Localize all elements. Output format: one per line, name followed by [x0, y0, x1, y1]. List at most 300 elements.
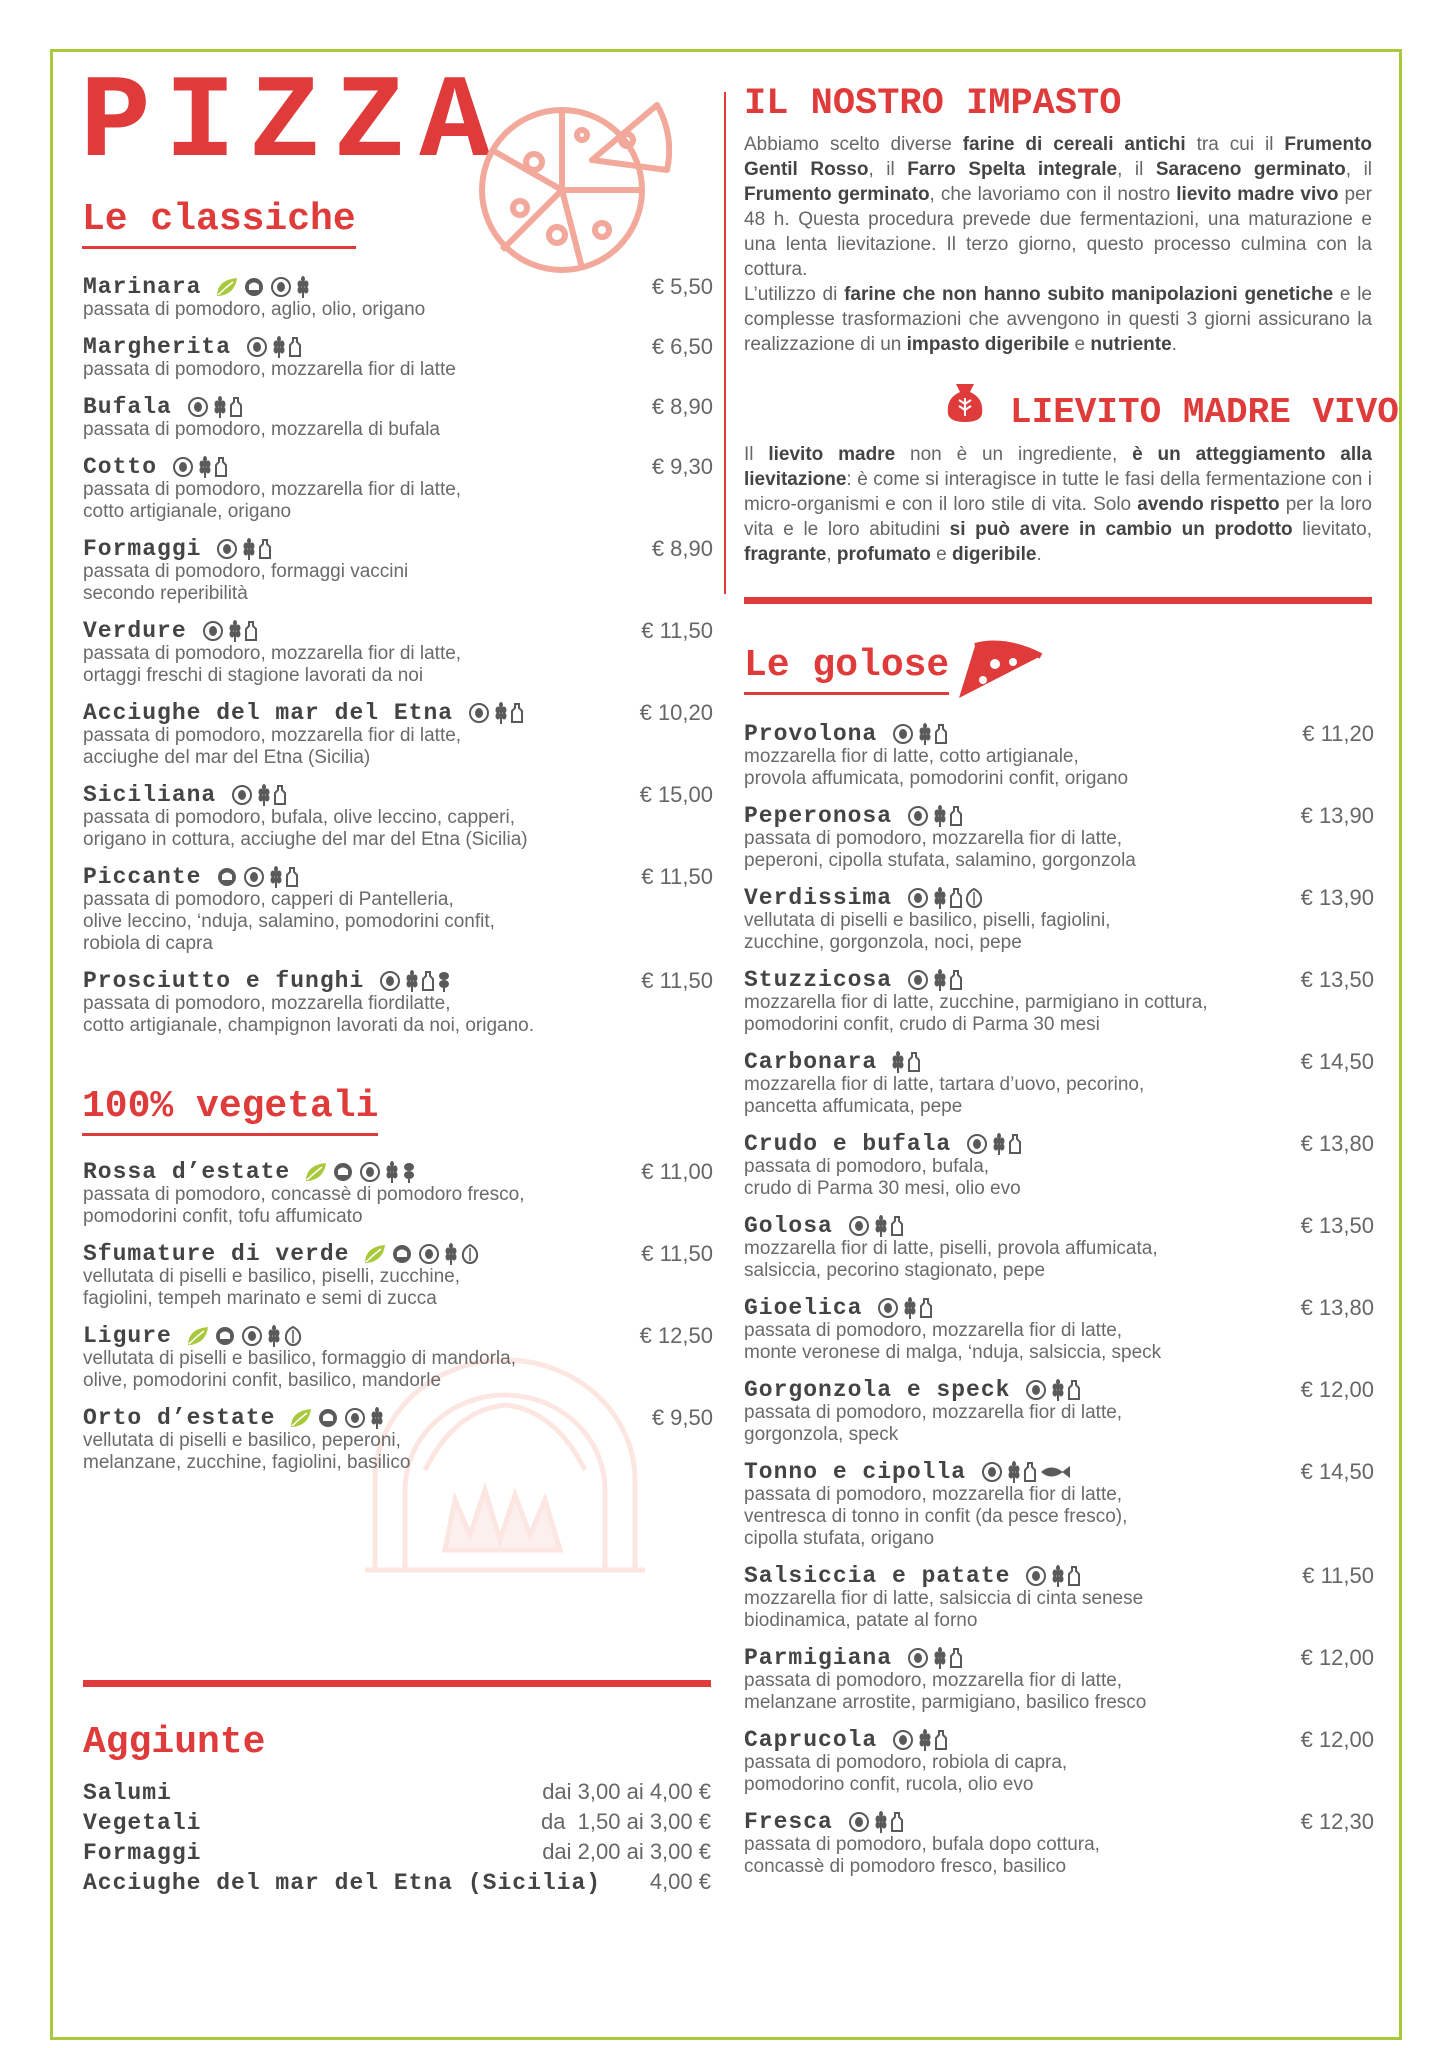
milk-icon: [1024, 1459, 1036, 1485]
vegan-icon: [331, 1159, 355, 1185]
text-run: lievitato,: [1292, 519, 1372, 540]
menu-item-price: € 11,00: [641, 1159, 713, 1184]
menu-item-description: cipolla stufata, origano: [744, 1528, 935, 1550]
column-divider: [724, 92, 726, 594]
bold-phrase: impasto digeribile: [906, 334, 1070, 355]
wheat-icon: [874, 1809, 888, 1835]
menu-item-description: melanzane, zucchine, fagiolini, basilico: [83, 1452, 411, 1474]
menu-item-icons: [1024, 1564, 1083, 1588]
menu-item-price: € 9,50: [651, 1405, 713, 1430]
menu-item-price: € 13,50: [1300, 1213, 1374, 1238]
menu-item: [83, 275, 713, 321]
text-run: per la loro vita e le loro abitudini: [744, 494, 1372, 540]
no-meat-icon: [245, 334, 269, 360]
menu-item: [83, 1406, 713, 1474]
menu-item-name: [744, 1460, 1374, 1484]
menu-item-name-text: Provolona: [744, 721, 878, 748]
menu-item-description: cotto artigianale, champignon lavorati da noi, origano.: [83, 1015, 535, 1037]
menu-item: [744, 1810, 1374, 1878]
menu-item-icons: [304, 1160, 419, 1184]
menu-item-icons: [215, 275, 313, 299]
menu-item-icons: [186, 1324, 305, 1348]
menu-item-description: origano in cottura, acciughe del mar del Etna (Sicilia): [83, 829, 528, 851]
menu-item-price: € 12,00: [1300, 1645, 1374, 1670]
wheat-icon: [385, 1159, 399, 1185]
menu-item-icons: [847, 1214, 906, 1238]
text-run: non è un ingrediente,: [895, 444, 1133, 465]
menu-item-name: [83, 1242, 713, 1266]
menu-item-price: € 11,50: [1302, 1563, 1374, 1588]
menu-item-description: mozzarella fior di latte, tartara d’uovo, pecorino,: [744, 1074, 1145, 1096]
menu-item-price: € 10,20: [639, 700, 713, 725]
menu-item-price: € 13,90: [1300, 803, 1374, 828]
wheat-icon: [269, 864, 283, 890]
menu-item-description: pomodorino confit, rucola, olio evo: [744, 1774, 1034, 1796]
bold-phrase: si può avere in cambio un prodotto: [949, 519, 1293, 540]
menu-item-name-text: Verdure: [83, 618, 187, 645]
wheat-icon: [198, 454, 212, 480]
menu-item-description: biodinamica, patate al forno: [744, 1610, 978, 1632]
milk-icon: [511, 700, 523, 726]
menu-item-description: passata di pomodoro, mozzarella fiordilatte,: [83, 993, 451, 1015]
text-run: e le complesse trasformazioni che avvengono in questi 3 giorni assicurano la realizzazione di un: [744, 284, 1372, 355]
milk-icon: [950, 885, 962, 911]
page-title: PIZZA: [80, 58, 505, 191]
menu-item-price: € 8,90: [651, 394, 713, 419]
menu-item: [744, 1564, 1374, 1632]
menu-item-name-text: Fresca: [744, 1809, 833, 1836]
bold-phrase: Saraceno germinato: [1155, 159, 1346, 180]
menu-item-icons: [230, 783, 289, 807]
menu-item-icons: [906, 886, 986, 910]
wheat-icon: [228, 618, 242, 644]
menu-item: [83, 537, 713, 605]
menu-item-name: [744, 1296, 1374, 1320]
vegan-icon: [316, 1405, 340, 1431]
impasto-paragraph-1: [744, 132, 1372, 282]
leaf-icon: [289, 1405, 313, 1431]
leaf-icon: [215, 274, 239, 300]
text-run: .: [1036, 544, 1042, 565]
menu-item-description: passata di pomodoro, mozzarella fior di latte,: [744, 1484, 1123, 1506]
menu-item-name-text: Tonno e cipolla: [744, 1459, 967, 1486]
menu-item: [83, 619, 713, 687]
no-meat-icon: [240, 1323, 264, 1349]
milk-icon: [891, 1809, 903, 1835]
menu-item-name-text: Carbonara: [744, 1049, 878, 1076]
menu-item-name: [83, 783, 713, 807]
menu-item-icons: [1024, 1378, 1083, 1402]
text-run: Il: [744, 444, 769, 465]
menu-item-description: passata di pomodoro, capperi di Pantelleria,: [83, 889, 454, 911]
wheat-icon: [933, 803, 947, 829]
leaf-icon: [186, 1323, 210, 1349]
text-run: L’utilizzo di: [744, 284, 845, 305]
menu-item-name-text: Salsiccia e patate: [744, 1563, 1011, 1590]
menu-item-price: € 11,20: [1302, 721, 1374, 746]
menu-item-name-text: Sfumature di verde: [83, 1241, 350, 1268]
menu-item-description: provola affumicata, pomodorini confit, origano: [744, 768, 1129, 790]
menu-item-price: € 12,00: [1300, 1377, 1374, 1402]
wheat-icon: [1051, 1377, 1065, 1403]
addition-price: 4,00 €: [649, 1869, 711, 1894]
menu-item-name: [83, 335, 713, 359]
menu-item-description: passata di pomodoro, formaggi vaccini: [83, 561, 409, 583]
menu-item-name: [83, 455, 713, 479]
bold-phrase: lievito madre: [768, 444, 896, 465]
menu-item-name: [744, 1378, 1374, 1402]
addition-name: Acciughe del mar del Etna (Sicilia): [83, 1870, 602, 1896]
menu-item-description: vellutata di piselli e basilico, peperoni,: [83, 1430, 401, 1452]
addition-row: [83, 1837, 711, 1868]
menu-item: [83, 1324, 713, 1392]
no-meat-icon: [343, 1405, 367, 1431]
menu-item-description: olive leccino, ‘nduja, salamino, pomodorini confit,: [83, 911, 495, 933]
menu-item-name: [744, 1050, 1374, 1074]
wheat-icon: [933, 967, 947, 993]
section-title-classiche: Le classiche: [82, 201, 356, 249]
no-meat-icon: [467, 700, 491, 726]
wheat-icon: [874, 1213, 888, 1239]
menu-item-name: [83, 969, 713, 993]
menu-item-name-text: Acciughe del mar del Etna: [83, 700, 454, 727]
menu-item: [83, 1160, 713, 1228]
wheat-icon: [1007, 1459, 1021, 1485]
milk-icon: [950, 967, 962, 993]
menu-item: [744, 1296, 1374, 1364]
menu-item-icons: [847, 1810, 906, 1834]
milk-icon: [289, 334, 301, 360]
menu-item-description: passata di pomodoro, mozzarella di bufala: [83, 419, 440, 441]
menu-item-description: passata di pomodoro, mozzarella fior di latte: [83, 359, 456, 381]
wheat-icon: [891, 1049, 905, 1075]
menu-item: [744, 1050, 1374, 1118]
no-meat-icon: [269, 274, 293, 300]
milk-icon: [1068, 1563, 1080, 1589]
bold-phrase: Farro Spelta integrale: [907, 159, 1118, 180]
menu-item: [744, 1214, 1374, 1282]
wheat-icon: [267, 1323, 281, 1349]
menu-item-name-text: Siciliana: [83, 782, 217, 809]
milk-icon: [935, 721, 947, 747]
menu-item-description: passata di pomodoro, mozzarella fior di latte,: [744, 1402, 1123, 1424]
vegan-icon: [390, 1241, 414, 1267]
menu-item: [83, 395, 713, 441]
menu-item-name-text: Parmigiana: [744, 1645, 893, 1672]
menu-item-description: passata di pomodoro, bufala,: [744, 1156, 990, 1178]
menu-item-icons: [876, 1296, 935, 1320]
menu-item-name: [744, 1132, 1374, 1156]
menu-item-description: passata di pomodoro, mozzarella fior di latte,: [744, 828, 1123, 850]
menu-item-description: vellutata di piselli e basilico, piselli, fagiolini,: [744, 910, 1111, 932]
menu-item-name-text: Crudo e bufala: [744, 1131, 952, 1158]
menu-item-name-text: Bufala: [83, 394, 172, 421]
menu-item: [83, 701, 713, 769]
menu-item-icons: [215, 865, 301, 889]
wheat-icon: [1051, 1563, 1065, 1589]
menu-item-icons: [965, 1132, 1024, 1156]
bold-phrase: Frumento Gentil Rosso: [744, 134, 1372, 180]
menu-item-price: € 12,30: [1300, 1809, 1374, 1834]
addition-price: dai 2,00 ai 3,00 €: [542, 1839, 711, 1864]
menu-item-icons: [906, 968, 965, 992]
menu-item-name-text: Cotto: [83, 454, 158, 481]
milk-icon: [286, 864, 298, 890]
menu-item-name-text: Peperonosa: [744, 803, 893, 830]
addition-row: [83, 1777, 711, 1808]
menu-item-description: concassè di pomodoro fresco, basilico: [744, 1856, 1067, 1878]
menu-item-icons: [891, 1050, 923, 1074]
menu-item-icons: [215, 537, 274, 561]
text-run: : è come si interagisce in tutte le fasi della fermentazione con i micro-organismi e con il loro stile di vita. Solo: [744, 469, 1372, 515]
menu-item-name: [744, 1728, 1374, 1752]
menu-item-description: passata di pomodoro, bufala, olive leccino, capperi,: [83, 807, 515, 829]
menu-item-price: € 14,50: [1300, 1049, 1374, 1074]
no-meat-icon: [378, 968, 402, 994]
menu-item-name: [744, 1646, 1374, 1670]
bold-phrase: farine che non hanno subito manipolazioni genetiche: [844, 284, 1334, 305]
text-run: ,: [826, 544, 837, 565]
divider-left: [83, 1680, 711, 1687]
menu-item-name: [744, 968, 1374, 992]
menu-item-price: € 11,50: [641, 864, 713, 889]
wheat-icon: [933, 885, 947, 911]
leaf-icon: [304, 1159, 328, 1185]
menu-item-name: [83, 395, 713, 419]
menu-item-description: cotto artigianale, origano: [83, 501, 292, 523]
menu-item-icons: [980, 1460, 1074, 1484]
menu-item-description: passata di pomodoro, mozzarella fior di latte,: [83, 479, 462, 501]
bold-phrase: fragrante: [744, 544, 827, 565]
addition-name: Salumi: [83, 1780, 172, 1806]
milk-icon: [1068, 1377, 1080, 1403]
milk-icon: [274, 782, 286, 808]
menu-item-icons: [289, 1406, 387, 1430]
no-meat-icon: [906, 803, 930, 829]
menu-item-icons: [906, 1646, 965, 1670]
wheat-icon: [918, 1727, 932, 1753]
bold-phrase: nutriente: [1090, 334, 1172, 355]
menu-item-name: [744, 804, 1374, 828]
text-run: e: [930, 544, 952, 565]
impasto-title: IL NOSTRO IMPASTO: [744, 83, 1122, 125]
menu-item-name-text: Gioelica: [744, 1295, 863, 1322]
milk-icon: [920, 1295, 932, 1321]
menu-item-description: mozzarella fior di latte, zucchine, parmigiano in cottura,: [744, 992, 1208, 1014]
menu-item-description: passata di pomodoro, bufala dopo cottura,: [744, 1834, 1100, 1856]
soy-icon: [437, 968, 451, 994]
milk-icon: [245, 618, 257, 644]
wheat-icon: [903, 1295, 917, 1321]
menu-item-name-text: Formaggi: [83, 536, 202, 563]
menu-item-name: [83, 1406, 713, 1430]
menu-item: [744, 968, 1374, 1036]
wheat-icon: [405, 968, 419, 994]
section-title-aggiunte: Aggiunte: [83, 1721, 266, 1764]
menu-item-description: mozzarella fior di latte, salsiccia di cinta senese: [744, 1588, 1144, 1610]
menu-item-icons: [378, 969, 454, 993]
menu-item: [744, 886, 1374, 954]
text-run: , il: [1345, 159, 1373, 180]
no-meat-icon: [215, 536, 239, 562]
menu-item: [83, 865, 713, 955]
no-meat-icon: [847, 1809, 871, 1835]
menu-item-name-text: Caprucola: [744, 1727, 878, 1754]
menu-item-name: [744, 1810, 1374, 1834]
no-meat-icon: [891, 721, 915, 747]
text-run: e: [1069, 334, 1091, 355]
menu-item-description: salsiccia, pecorino stagionato, pepe: [744, 1260, 1046, 1282]
menu-item-icons: [891, 1728, 950, 1752]
milk-icon: [950, 1645, 962, 1671]
menu-item-description: passata di pomodoro, mozzarella fior di latte,: [83, 643, 462, 665]
menu-item-description: vellutata di piselli e basilico, piselli, zucchine,: [83, 1266, 461, 1288]
menu-item-price: € 11,50: [641, 618, 713, 643]
menu-item-description: passata di pomodoro, mozzarella fior di latte,: [744, 1320, 1123, 1342]
bold-phrase: avendo rispetto: [1137, 494, 1280, 515]
bold-phrase: lievito madre vivo: [1176, 184, 1339, 205]
section-title-golose: Le golose: [744, 647, 949, 695]
menu-item-price: € 8,90: [651, 536, 713, 561]
menu-item: [83, 783, 713, 851]
wheat-icon: [213, 394, 227, 420]
menu-item: [744, 1378, 1374, 1446]
addition-price: da 1,50 ai 3,00 €: [540, 1809, 711, 1834]
menu-item-price: € 13,80: [1300, 1131, 1374, 1156]
menu-item-price: € 15,00: [639, 782, 713, 807]
lievito-paragraph: [744, 442, 1372, 567]
menu-item-name-text: Golosa: [744, 1213, 833, 1240]
no-meat-icon: [201, 618, 225, 644]
menu-item-icons: [245, 335, 304, 359]
menu-item-price: € 5,50: [651, 274, 713, 299]
menu-item-name: [83, 701, 713, 725]
menu-item-icons: [171, 455, 230, 479]
menu-item-description: fagiolini, tempeh marinato e semi di zucca: [83, 1288, 437, 1310]
text-run: tra cui il: [1185, 134, 1285, 155]
impasto-paragraph-2: [744, 282, 1372, 357]
menu-item-description: passata di pomodoro, aglio, olio, origano: [83, 299, 426, 321]
menu-item-name: [83, 1160, 713, 1184]
addition-name: Formaggi: [83, 1840, 202, 1866]
menu-item-price: € 13,80: [1300, 1295, 1374, 1320]
no-meat-icon: [906, 967, 930, 993]
menu-item-name: [83, 865, 713, 889]
menu-item-description: gorgonzola, speck: [744, 1424, 899, 1446]
menu-item-name-text: Piccante: [83, 864, 202, 891]
menu-item-description: peperoni, cipolla stufata, salamino, gorgonzola: [744, 850, 1136, 872]
pizza-logo-icon: [462, 90, 672, 275]
menu-item-description: passata di pomodoro, concassè di pomodoro fresco,: [83, 1184, 525, 1206]
soy-icon: [402, 1159, 416, 1185]
wheat-icon: [370, 1405, 384, 1431]
menu-item: [83, 455, 713, 523]
vegan-icon: [213, 1323, 237, 1349]
wheat-icon: [272, 334, 286, 360]
bold-phrase: farine di cereali antichi: [962, 134, 1186, 155]
menu-item-name: [83, 275, 713, 299]
menu-item-name-text: Marinara: [83, 274, 202, 301]
milk-icon: [422, 968, 434, 994]
divider-right: [744, 597, 1372, 604]
no-meat-icon: [891, 1727, 915, 1753]
addition-name: Vegetali: [83, 1810, 202, 1836]
nut-icon: [965, 885, 983, 911]
menu-item-name-text: Gorgonzola e speck: [744, 1377, 1011, 1404]
menu-item: [744, 1460, 1374, 1550]
menu-item-icons: [467, 701, 526, 725]
flour-sack-icon: [944, 380, 986, 424]
wheat-icon: [296, 274, 310, 300]
menu-item-price: € 11,50: [641, 968, 713, 993]
bold-phrase: digeribile: [951, 544, 1037, 565]
no-meat-icon: [242, 864, 266, 890]
menu-item-price: € 11,50: [641, 1241, 713, 1266]
milk-icon: [230, 394, 242, 420]
addition-row: [83, 1807, 711, 1838]
bold-phrase: è un atteggiamento alla lievitazione: [744, 444, 1373, 490]
menu-item-icons: [891, 722, 950, 746]
vegan-icon: [242, 274, 266, 300]
no-meat-icon: [847, 1213, 871, 1239]
vegan-icon: [215, 864, 239, 890]
menu-item-description: passata di pomodoro, robiola di capra,: [744, 1752, 1068, 1774]
no-meat-icon: [980, 1459, 1004, 1485]
menu-item-name: [744, 886, 1374, 910]
milk-icon: [1009, 1131, 1021, 1157]
addition-price: dai 3,00 ai 4,00 €: [542, 1779, 711, 1804]
menu-item: [744, 1646, 1374, 1714]
wheat-icon: [444, 1241, 458, 1267]
fish-icon: [1039, 1459, 1071, 1485]
no-meat-icon: [171, 454, 195, 480]
menu-item-price: € 12,50: [639, 1323, 713, 1348]
menu-item-description: robiola di capra: [83, 933, 213, 955]
text-run: .: [1171, 334, 1177, 355]
menu-item-name: [83, 1324, 713, 1348]
nut-icon: [284, 1323, 302, 1349]
menu-item-description: olive, pomodorini confit, basilico, mandorle: [83, 1370, 442, 1392]
menu-item-name-text: Prosciutto e funghi: [83, 968, 365, 995]
menu-item-description: vellutata di piselli e basilico, formaggio di mandorla,: [83, 1348, 517, 1370]
menu-item-price: € 12,00: [1300, 1727, 1374, 1752]
milk-icon: [935, 1727, 947, 1753]
menu-item-description: crudo di Parma 30 mesi, olio evo: [744, 1178, 1021, 1200]
wheat-icon: [918, 721, 932, 747]
menu-item-description: passata di pomodoro, mozzarella fior di latte,: [744, 1670, 1123, 1692]
menu-item-description: acciughe del mar del Etna (Sicilia): [83, 747, 371, 769]
menu-item: [744, 1132, 1374, 1200]
no-meat-icon: [358, 1159, 382, 1185]
menu-item-description: mozzarella fior di latte, piselli, provola affumicata,: [744, 1238, 1158, 1260]
milk-icon: [908, 1049, 920, 1075]
bold-phrase: Frumento germinato: [744, 184, 930, 205]
menu-item-description: melanzane arrostite, parmigiano, basilico fresco: [744, 1692, 1147, 1714]
menu-item-name-text: Stuzzicosa: [744, 967, 893, 994]
menu-item-description: pancetta affumicata, pepe: [744, 1096, 963, 1118]
menu-item-name: [83, 619, 713, 643]
menu-item-description: monte veronese di malga, ‘nduja, salsiccia, speck: [744, 1342, 1162, 1364]
menu-item-name-text: Verdissima: [744, 885, 893, 912]
no-meat-icon: [186, 394, 210, 420]
nut-icon: [461, 1241, 479, 1267]
menu-item-description: ortaggi freschi di stagione lavorati da noi: [83, 665, 424, 687]
menu-item-name-text: Orto d’estate: [83, 1405, 276, 1432]
wheat-icon: [257, 782, 271, 808]
no-meat-icon: [906, 885, 930, 911]
menu-item: [744, 804, 1374, 872]
no-meat-icon: [965, 1131, 989, 1157]
